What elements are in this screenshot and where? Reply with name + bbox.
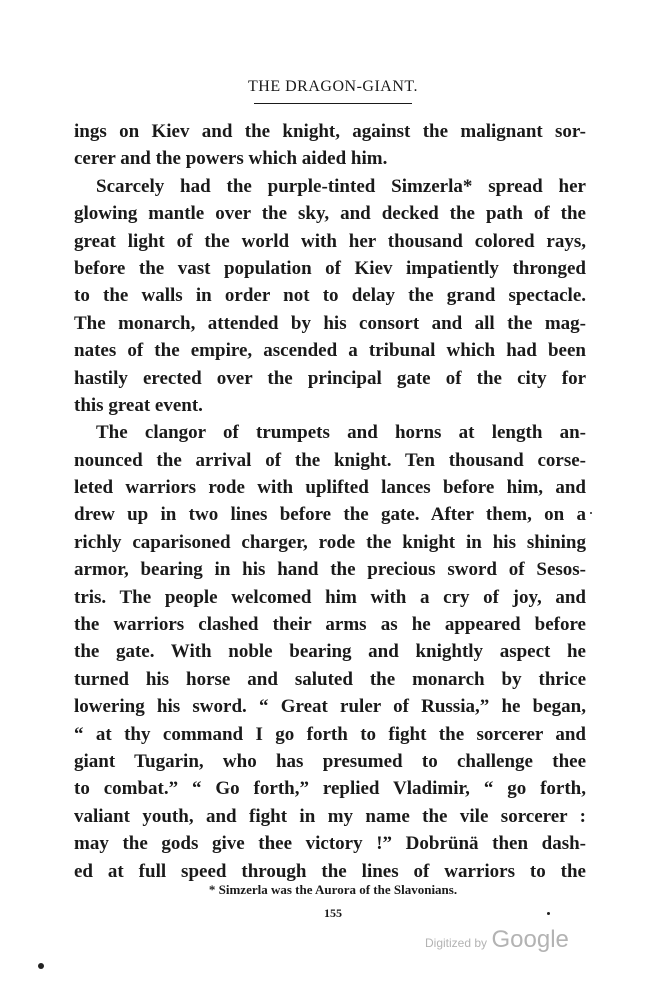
text-line: to the walls in order not to delay the grand spectacle. xyxy=(74,285,586,307)
text-line: The clangor of trumpets and horns at length an- xyxy=(96,422,586,444)
text-line: giant Tugarin, who has presumed to challenge thee xyxy=(74,750,586,772)
text-line: to combat.” “ Go forth,” replied Vladimir, “ go forth, xyxy=(74,778,586,800)
running-head: THE DRAGON-GIANT. xyxy=(248,78,418,95)
text-line: Scarcely had the purple-tinted Simzerla* spread her xyxy=(96,175,586,197)
footnote: * Simzerla was the Aurora of the Slavonians. xyxy=(208,882,458,897)
google-logo: Google xyxy=(491,926,569,953)
text-line: hastily erected over the principal gate of the city for xyxy=(74,367,586,389)
text-line: before the vast population of Kiev impatiently thronged xyxy=(74,257,586,279)
text-line: “ at thy command I go forth to fight the sorcerer and xyxy=(74,723,586,745)
text-line: valiant youth, and fight in my name the vile sorcerer : xyxy=(74,805,586,827)
header-rule xyxy=(254,103,412,104)
body-text xyxy=(74,118,586,885)
text-line: this great event. xyxy=(74,394,203,416)
text-line: ings on Kiev and the knight, against the malignant sor- xyxy=(74,121,586,142)
text-line: glowing mantle over the sky, and decked the path of the xyxy=(74,203,586,225)
text-line: may the gods give thee victory !” Dobrünä then dash- xyxy=(74,833,586,855)
text-line: armor, bearing in his hand the precious sword of Sesos- xyxy=(74,559,586,581)
text-line: drew up in two lines before the gate. After them, on a xyxy=(74,504,586,526)
text-line: ed at full speed through the lines of warriors to the xyxy=(74,860,586,882)
ink-speck xyxy=(590,512,592,514)
text-line: turned his horse and saluted the monarch by thrice xyxy=(74,668,586,690)
text-line: richly caparisoned charger, rode the knight in his shining xyxy=(74,531,586,553)
ink-speck xyxy=(547,912,550,915)
watermark-prefix: Digitized by xyxy=(425,936,488,950)
text-line: cerer and the powers which aided him. xyxy=(74,148,388,170)
ink-speck xyxy=(38,963,44,969)
page-number: 155 xyxy=(324,906,342,920)
text-line: leted warriors rode with uplifted lances before him, and xyxy=(74,477,586,499)
text-line: tris. The people welcomed him with a cry of joy, and xyxy=(74,586,586,608)
text-line: lowering his sword. “ Great ruler of Russia,” he began, xyxy=(74,696,586,718)
text-line: nounced the arrival of the knight. Ten thousand corse- xyxy=(74,449,586,471)
text-line: the gate. With noble bearing and knightly aspect he xyxy=(74,641,586,663)
text-line: great light of the world with her thousand colored rays, xyxy=(74,230,586,252)
text-line: nates of the empire, ascended a tribunal which had been xyxy=(74,340,586,362)
digitized-watermark xyxy=(425,926,569,954)
text-line: the warriors clashed their arms as he appeared before xyxy=(74,614,586,636)
text-line: The monarch, attended by his consort and all the mag- xyxy=(74,312,586,334)
